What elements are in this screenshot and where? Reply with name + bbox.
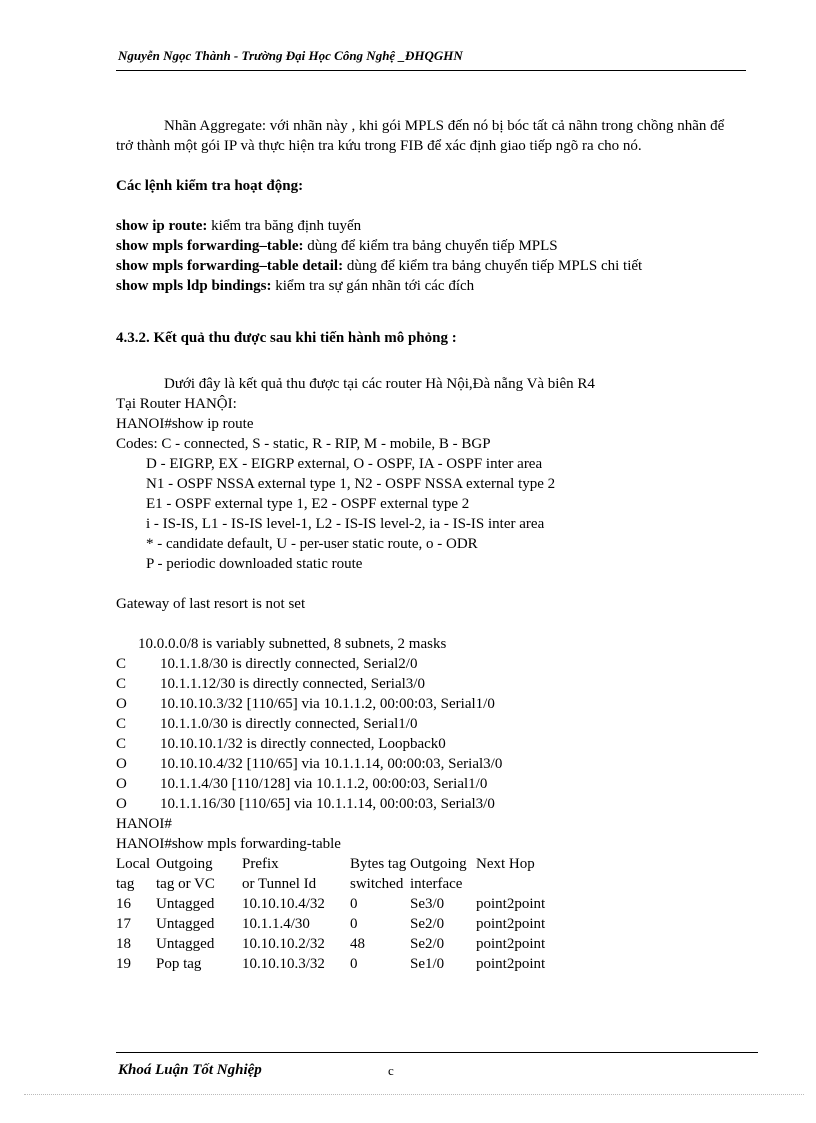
mpls-cell: Untagged xyxy=(156,936,215,952)
route-code: C xyxy=(116,656,127,672)
command-name: show ip route: xyxy=(116,218,208,234)
mpls-cell: Untagged xyxy=(156,896,215,912)
command-list xyxy=(116,216,731,296)
running-header: Nguyễn Ngọc Thành - Trường Đại Học Công Nghệ _ĐHQGHN xyxy=(118,48,463,63)
cli-command-mpls: HANOI#show mpls forwarding-table xyxy=(116,836,341,852)
mpls-header-cell: tag xyxy=(116,876,135,892)
route-list xyxy=(116,654,731,814)
command-desc: kiểm tra băng định tuyến xyxy=(211,218,362,234)
command-item xyxy=(116,276,731,296)
mpls-cell: 16 xyxy=(116,896,131,912)
route-text: 10.10.10.1/32 is directly connected, Loopback0 xyxy=(160,736,446,752)
intro-paragraph: Nhãn Aggregate: với nhãn này , khi gói MPLS đến nó bị bóc tất cả nãhn trong chồng nhãn để trở thành một gói IP và thực hiện tra kứu trong FIB để xác định giao tiếp ngõ ra cho nó. xyxy=(116,118,725,154)
mpls-header-cell: Prefix xyxy=(242,856,279,872)
command-desc: kiểm tra sự gán nhãn tới các đích xyxy=(275,278,475,294)
page-number: c xyxy=(388,1063,394,1078)
codes-line: D - EIGRP, EX - EIGRP external, O - OSPF, IA - OSPF inter area xyxy=(146,456,543,472)
route-code: C xyxy=(116,736,127,752)
mpls-cell: 10.10.10.3/32 xyxy=(242,956,325,972)
route-code: O xyxy=(116,756,127,772)
results-intro: Dưới đây là kết quả thu được tại các router Hà Nội,Đà nẵng Và biên R4 xyxy=(164,376,595,392)
mpls-row xyxy=(116,954,731,974)
codes-line: Codes: C - connected, S - static, R - RIP, M - mobile, B - BGP xyxy=(116,436,491,452)
route-row xyxy=(116,694,731,714)
mpls-header-cell: interface xyxy=(410,876,463,892)
route-text: 10.1.1.0/30 is directly connected, Serial1/0 xyxy=(160,716,418,732)
mpls-cell: 18 xyxy=(116,936,131,952)
route-code: O xyxy=(116,696,127,712)
codes-line: P - periodic downloaded static route xyxy=(146,556,363,572)
codes-line: i - IS-IS, L1 - IS-IS level-1, L2 - IS-IS level-2, ia - IS-IS inter area xyxy=(146,516,545,532)
route-row xyxy=(116,714,731,734)
mpls-cell: 48 xyxy=(350,936,365,952)
mpls-cell: Se2/0 xyxy=(410,916,445,932)
mpls-cell: 10.1.1.4/30 xyxy=(242,916,310,932)
mpls-cell: Se3/0 xyxy=(410,896,445,912)
mpls-cell: point2point xyxy=(476,936,546,952)
mpls-header-row xyxy=(116,874,731,894)
route-row xyxy=(116,734,731,754)
cli-command-ip-route: HANOI#show ip route xyxy=(116,416,254,432)
mpls-header-cell: Outgoing xyxy=(410,856,467,872)
command-item xyxy=(116,236,731,256)
commands-heading: Các lệnh kiểm tra hoạt động: xyxy=(116,178,304,194)
mpls-header-row xyxy=(116,854,731,874)
mpls-cell: 17 xyxy=(116,916,131,932)
mpls-header-cell: Bytes tag xyxy=(350,856,407,872)
mpls-row xyxy=(116,914,731,934)
mpls-cell: point2point xyxy=(476,896,546,912)
command-item xyxy=(116,256,731,276)
mpls-cell: Pop tag xyxy=(156,956,202,972)
route-code: O xyxy=(116,776,127,792)
mpls-cell: 0 xyxy=(350,896,358,912)
route-code: C xyxy=(116,716,127,732)
mpls-header-cell: Outgoing xyxy=(156,856,213,872)
command-desc: dùng để kiểm tra bảng chuyển tiếp MPLS chi tiết xyxy=(346,258,643,274)
mpls-cell: point2point xyxy=(476,956,546,972)
router-line: Tại Router HANỘI: xyxy=(116,396,237,412)
mpls-cell: Se1/0 xyxy=(410,956,445,972)
route-text: 10.1.1.4/30 [110/128] via 10.1.1.2, 00:00:03, Serial1/0 xyxy=(160,776,488,792)
footer-divider xyxy=(116,1052,758,1053)
mpls-cell: 10.10.10.2/32 xyxy=(242,936,325,952)
route-row xyxy=(116,674,731,694)
mpls-cell: Untagged xyxy=(156,916,215,932)
section-heading: 4.3.2. Kết quả thu được sau khi tiến hành mô phỏng : xyxy=(116,330,457,346)
gateway-line: Gateway of last resort is not set xyxy=(116,596,306,612)
mpls-cell: 0 xyxy=(350,956,358,972)
cli-prompt: HANOI# xyxy=(116,816,172,832)
route-text: 10.1.1.12/30 is directly connected, Serial3/0 xyxy=(160,676,425,692)
mpls-forwarding-table xyxy=(116,854,731,974)
command-desc: dùng để kiểm tra bảng chuyển tiếp MPLS xyxy=(307,238,558,254)
page-body xyxy=(116,116,731,974)
route-text: 10.1.1.8/30 is directly connected, Serial2/0 xyxy=(160,656,418,672)
mpls-cell: 19 xyxy=(116,956,131,972)
mpls-cell: 0 xyxy=(350,916,358,932)
command-name: show mpls forwarding–table: xyxy=(116,238,304,254)
codes-line: E1 - OSPF external type 1, E2 - OSPF external type 2 xyxy=(146,496,470,512)
command-name: show mpls forwarding–table detail: xyxy=(116,258,344,274)
route-code: O xyxy=(116,796,127,812)
subnet-summary: 10.0.0.0/8 is variably subnetted, 8 subnets, 2 masks xyxy=(138,636,447,652)
route-text: 10.1.1.16/30 [110/65] via 10.1.1.14, 00:00:03, Serial3/0 xyxy=(160,796,495,812)
route-row xyxy=(116,774,731,794)
route-row xyxy=(116,654,731,674)
mpls-cell: point2point xyxy=(476,916,546,932)
codes-line: N1 - OSPF NSSA external type 1, N2 - OSPF NSSA external type 2 xyxy=(146,476,556,492)
mpls-header-cell: or Tunnel Id xyxy=(242,876,317,892)
route-row xyxy=(116,794,731,814)
route-text: 10.10.10.4/32 [110/65] via 10.1.1.14, 00:00:03, Serial3/0 xyxy=(160,756,503,772)
command-name: show mpls ldp bindings: xyxy=(116,278,272,294)
footer-title: Khoá Luận Tốt Nghiệp xyxy=(118,1062,262,1078)
mpls-row xyxy=(116,894,731,914)
mpls-row xyxy=(116,934,731,954)
route-text: 10.10.10.3/32 [110/65] via 10.1.1.2, 00:00:03, Serial1/0 xyxy=(160,696,495,712)
mpls-header-cell: switched xyxy=(350,876,404,892)
route-row xyxy=(116,754,731,774)
mpls-header-cell: Next Hop xyxy=(476,856,535,872)
mpls-header-cell: Local xyxy=(116,856,151,872)
mpls-header-cell: tag or VC xyxy=(156,876,215,892)
mpls-cell: 10.10.10.4/32 xyxy=(242,896,325,912)
route-code: C xyxy=(116,676,127,692)
codes-line: * - candidate default, U - per-user static route, o - ODR xyxy=(146,536,478,552)
header-divider xyxy=(116,70,746,71)
page-bottom-edge xyxy=(24,1094,804,1095)
command-item xyxy=(116,216,731,236)
mpls-cell: Se2/0 xyxy=(410,936,445,952)
